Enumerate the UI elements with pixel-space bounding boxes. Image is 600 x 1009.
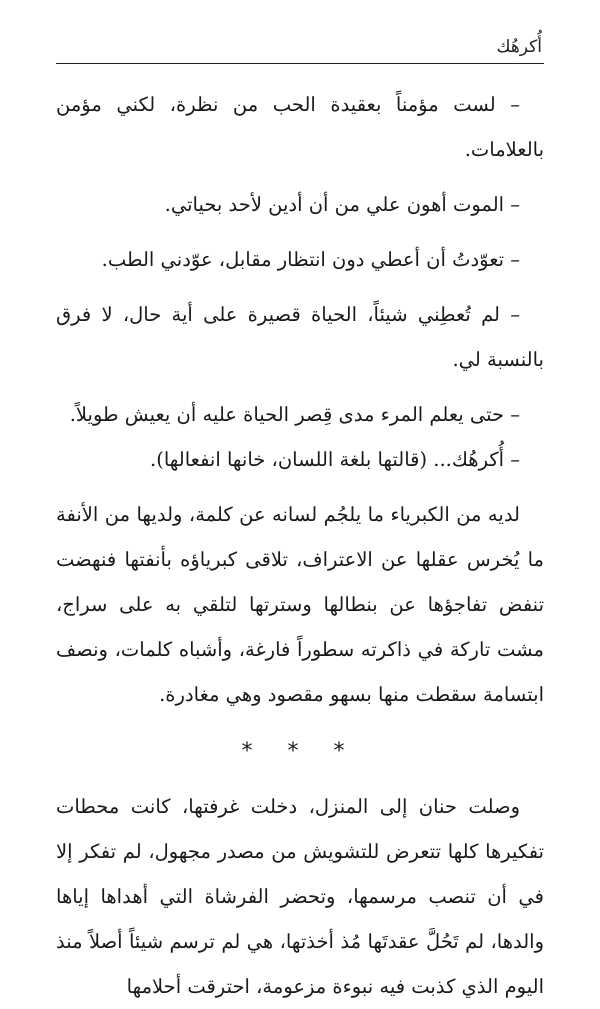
header-rule bbox=[56, 63, 544, 64]
dialogue-line: – لست مؤمناً بعقيدة الحب من نظرة، لكني مؤمن بالعلامات. bbox=[56, 93, 544, 161]
dialogue-line: – حتى يعلم المرء مدى قِصر الحياة عليه أن يعيش طويلاً. bbox=[69, 403, 520, 426]
section-separator: * * * bbox=[241, 739, 359, 764]
dialogue-line: – أُكرهُك... (قالتها بلغة اللسان، خانها انفعالها). bbox=[150, 448, 520, 471]
dialogue-line: – تعوّدتُ أن أعطي دون انتظار مقابل، عوّدني الطب. bbox=[101, 248, 520, 271]
dialogue-line: – لم تُعطِني شيئاً، الحياة قصيرة على أية حال، لا فرق بالنسبة لي. bbox=[56, 303, 544, 371]
running-head: أُكرهُك bbox=[496, 37, 542, 57]
body-text bbox=[56, 82, 544, 1009]
narrative-paragraph: لديه من الكبرياء ما يلجُم لسانه عن كلمة، ولديها من الأنفة ما يُخرس عقلها عن الاعتراف، تلاقى كبرياؤه بأنفتها فنهضت تنفض تفاجؤها عن بنطالها وسترتها لتلقي به على سراج، مشت تاركة في ذاكرته سطوراً فارغة، وأشباه كلمات، ونصف ابتسامة سقطت منها بسهو مقصود وهي مغادرة. bbox=[56, 503, 544, 706]
narrative-paragraph: وصلت حنان إلى المنزل، دخلت غرفتها، كانت محطات تفكيرها كلها تتعرض للتشويش من مصدر مجهول، لم تفكر إلا في أن تنصب مرسمها، وتحضر الفرشاة التي أهداها إياها والدها، لم تَحُلَّ عقدتَها مُذ أخذتها، هي لم ترسم شيئاً أصلاً منذ اليوم الذي كذبت فيه نبوءة مزعومة، احترقت أحلامها bbox=[56, 795, 544, 998]
dialogue-line: – الموت أهون علي من أن أدين لأحد بحياتي. bbox=[164, 193, 520, 216]
